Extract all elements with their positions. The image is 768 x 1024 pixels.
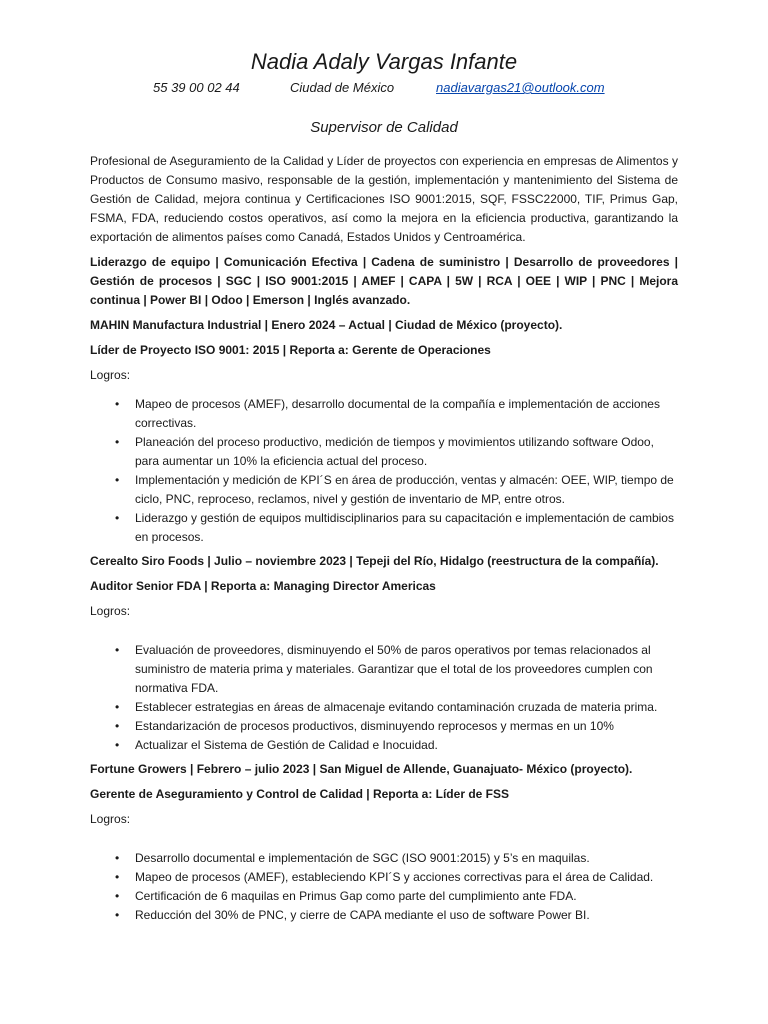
skills-list: Liderazgo de equipo | Comunicación Efectiva | Cadena de suministro | Desarrollo de proveedores | Gestión de procesos | SGC | ISO 9001:2015 | AMEF | CAPA | 5W | RCA | OEE | WIP | PNC | Mejora continua | Power BI | Odoo | Emerson | Inglés avanzado.: [90, 255, 678, 307]
contact-city: Ciudad de México: [290, 80, 395, 95]
candidate-name: Nadia Adaly Vargas Infante: [250, 49, 518, 74]
achievements-list: [90, 641, 678, 755]
target-role-title: Supervisor de Calidad: [310, 119, 458, 136]
job-role: Gerente de Aseguramiento y Control de Calidad | Reporta a: Líder de FSS: [90, 787, 509, 801]
list-item: • Mapeo de procesos (AMEF), desarrollo documental de la compañía e implementación de acciones correctivas.: [90, 395, 678, 433]
list-item: • Mapeo de procesos (AMEF), estableciendo KPI´S y acciones correctivas para el área de Calidad.: [90, 868, 678, 887]
job-header: Cerealto Siro Foods | Julio – noviembre 2023 | Tepeji del Río, Hidalgo (reestructura de la compañía).: [90, 554, 659, 568]
list-item: • Evaluación de proveedores, disminuyendo el 50% de paros operativos por temas relacionados al suministro de materia prima y materiales. Garantizar que el total de los proveedores cumplen con normativa FDA.: [90, 641, 678, 698]
professional-summary: Profesional de Aseguramiento de la Calidad y Líder de proyectos con experiencia en empresas de Alimentos y Productos de Consumo masivo, responsable de la gestión, implementación y mantenimiento del Sistema de Gestión de Calidad, mejora continua y Certificaciones ISO 9001:2015, SQF, FSSC22000, TIF, Primus Gap, FSMA, FDA, reduciendo costos operativos, así como la mejora en la eficiencia productiva, garantizando la exportación de alimentos países como Canadá, Estados Unidos y Centroamérica.: [90, 154, 678, 244]
list-item: • Estandarización de procesos productivos, disminuyendo reprocesos y mermas en un 10%: [90, 717, 678, 736]
job-role: Líder de Proyecto ISO 9001: 2015 | Reporta a: Gerente de Operaciones: [90, 343, 491, 357]
list-item: • Desarrollo documental e implementación de SGC (ISO 9001:2015) y 5’s en maquilas.: [90, 849, 678, 868]
job-section: [90, 552, 678, 755]
contact-phone: 55 39 00 02 44: [153, 80, 240, 95]
list-item: • Reducción del 30% de PNC, y cierre de CAPA mediante el uso de software Power BI.: [90, 906, 678, 925]
list-item: • Planeación del proceso productivo, medición de tiempos y movimientos utilizando software Odoo, para aumentar un 10% la eficiencia actual del proceso.: [90, 433, 678, 471]
job-role: Auditor Senior FDA | Reporta a: Managing Director Americas: [90, 579, 436, 593]
achievements-list: [90, 395, 678, 547]
job-section: [90, 760, 678, 925]
job-section: [90, 316, 678, 547]
resume-content: [90, 152, 678, 925]
list-item: • Certificación de 6 maquilas en Primus Gap como parte del cumplimiento ante FDA.: [90, 887, 678, 906]
achievements-list: [90, 849, 678, 925]
job-header: MAHIN Manufactura Industrial | Enero 2024 – Actual | Ciudad de México (proyecto).: [90, 318, 563, 332]
achievements-label: Logros:: [90, 812, 131, 826]
list-item: • Establecer estrategias en áreas de almacenaje evitando contaminación cruzada de materia prima.: [90, 698, 678, 717]
contact-email-link[interactable]: nadiavargas21@outlook.com: [436, 80, 605, 95]
list-item: • Implementación y medición de KPI´S en área de producción, ventas y almacén: OEE, WIP, tiempo de ciclo, PNC, reproceso, reclamos, nivel y gestión de inventario de MP, entre otros.: [90, 471, 678, 509]
job-header: Fortune Growers | Febrero – julio 2023 | San Miguel de Allende, Guanajuato- México (proyecto).: [90, 762, 633, 776]
list-item: • Liderazgo y gestión de equipos multidisciplinarios para su capacitación e implementación de cambios en procesos.: [90, 509, 678, 547]
achievements-label: Logros:: [90, 368, 131, 382]
achievements-label: Logros:: [90, 604, 131, 618]
list-item: • Actualizar el Sistema de Gestión de Calidad e Inocuidad.: [90, 736, 678, 755]
